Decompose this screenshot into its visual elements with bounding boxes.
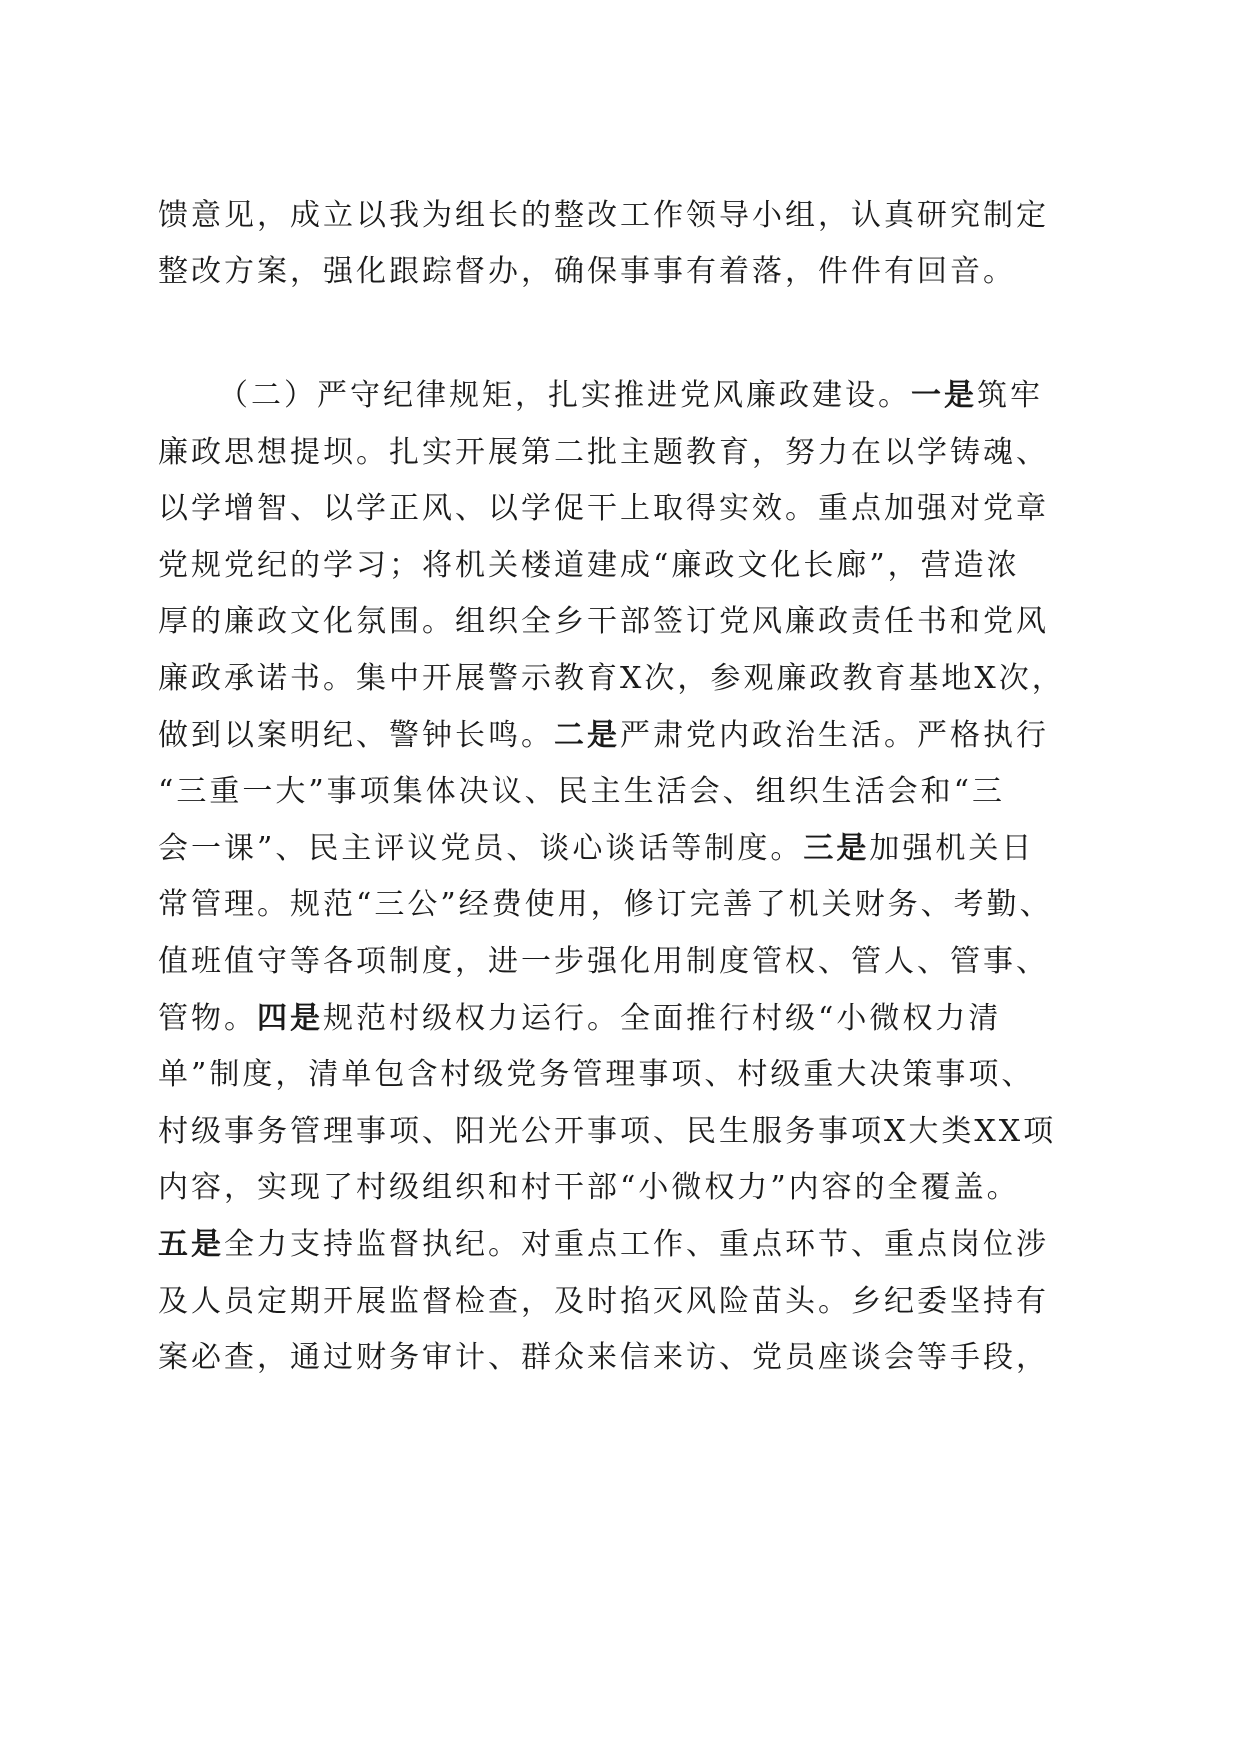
text-line: 单”制度，清单包含村级党务管理事项、村级重大决策事项、 [158, 1057, 1035, 1093]
bold-marker-three: 三是 [803, 830, 870, 866]
bold-marker-two: 二是 [554, 717, 620, 753]
bold-marker-five: 五是 [158, 1226, 224, 1262]
text-line: 值班值守等各项制度，进一步强化用制度管权、管人、管事、 [158, 943, 1049, 979]
bold-marker-four: 四是 [257, 1000, 323, 1036]
section-heading-line [158, 368, 1098, 425]
text-line: “三重一大”事项集体决议、民主生活会、组织生活会和“三 [158, 774, 1006, 810]
bold-marker-one: 一是 [911, 378, 977, 413]
text-run: 会一课”、民主评议党员、谈心谈话等制度。 [158, 830, 804, 866]
text-line [158, 821, 1098, 878]
text-line [158, 1217, 1098, 1274]
text-line: 以学增智、以学正风、以学促干上取得实效。重点加强对党章 [158, 491, 1049, 527]
text-line: 常管理。规范“三公”经费使用，修订完善了机关财务、考勤、 [158, 887, 1053, 923]
section-heading: （二）严守纪律规矩，扎实推进党风廉政建设。 [218, 378, 911, 413]
text-line: 村级事务管理事项、阳光公开事项、民生服务事项X大类XX项 [158, 1113, 1057, 1149]
text-line: 整改方案，强化跟踪督办，确保事事有着落，件件有回音。 [158, 254, 1016, 289]
text-run: 全力支持监督执纪。对重点工作、重点环节、重点岗位涉 [224, 1226, 1049, 1262]
paragraph-continuation [158, 188, 1098, 300]
text-line: 廉政思想提坝。扎实开展第二批主题教育，努力在以学铸魂、 [158, 434, 1049, 470]
text-run: 管物。 [158, 1000, 257, 1036]
text-run: 严肃党内政治生活。严格执行 [620, 717, 1049, 753]
text-run: 规范村级权力运行。全面推行村级“小微权力清 [323, 1000, 1002, 1036]
text-run: 加强机关日 [869, 830, 1035, 866]
text-line: 党规党纪的学习；将机关楼道建成“廉政文化长廊”，营造浓 [158, 547, 1020, 583]
text-line: 廉政承诺书。集中开展警示教育X次，参观廉政教育基地X次， [158, 660, 1065, 696]
text-line: 内容，实现了村级组织和村干部“小微权力”内容的全覆盖。 [158, 1170, 1020, 1206]
text-line: 馈意见，成立以我为组长的整改工作领导小组，认真研究制定 [158, 198, 1049, 233]
paragraph-section-two [158, 368, 1098, 1387]
text-line: 案必查，通过财务审计、群众来信来访、党员座谈会等手段， [158, 1340, 1049, 1376]
text-run: 做到以案明纪、警钟长鸣。 [158, 717, 554, 753]
text-line [158, 991, 1098, 1048]
text-line: 及人员定期开展监督检查，及时掐灭风险苗头。乡纪委坚持有 [158, 1283, 1049, 1319]
text-line: 厚的廉政文化氛围。组织全乡干部签订党风廉政责任书和党风 [158, 604, 1049, 640]
text-run: 筑牢 [977, 378, 1043, 413]
text-line [158, 708, 1098, 765]
